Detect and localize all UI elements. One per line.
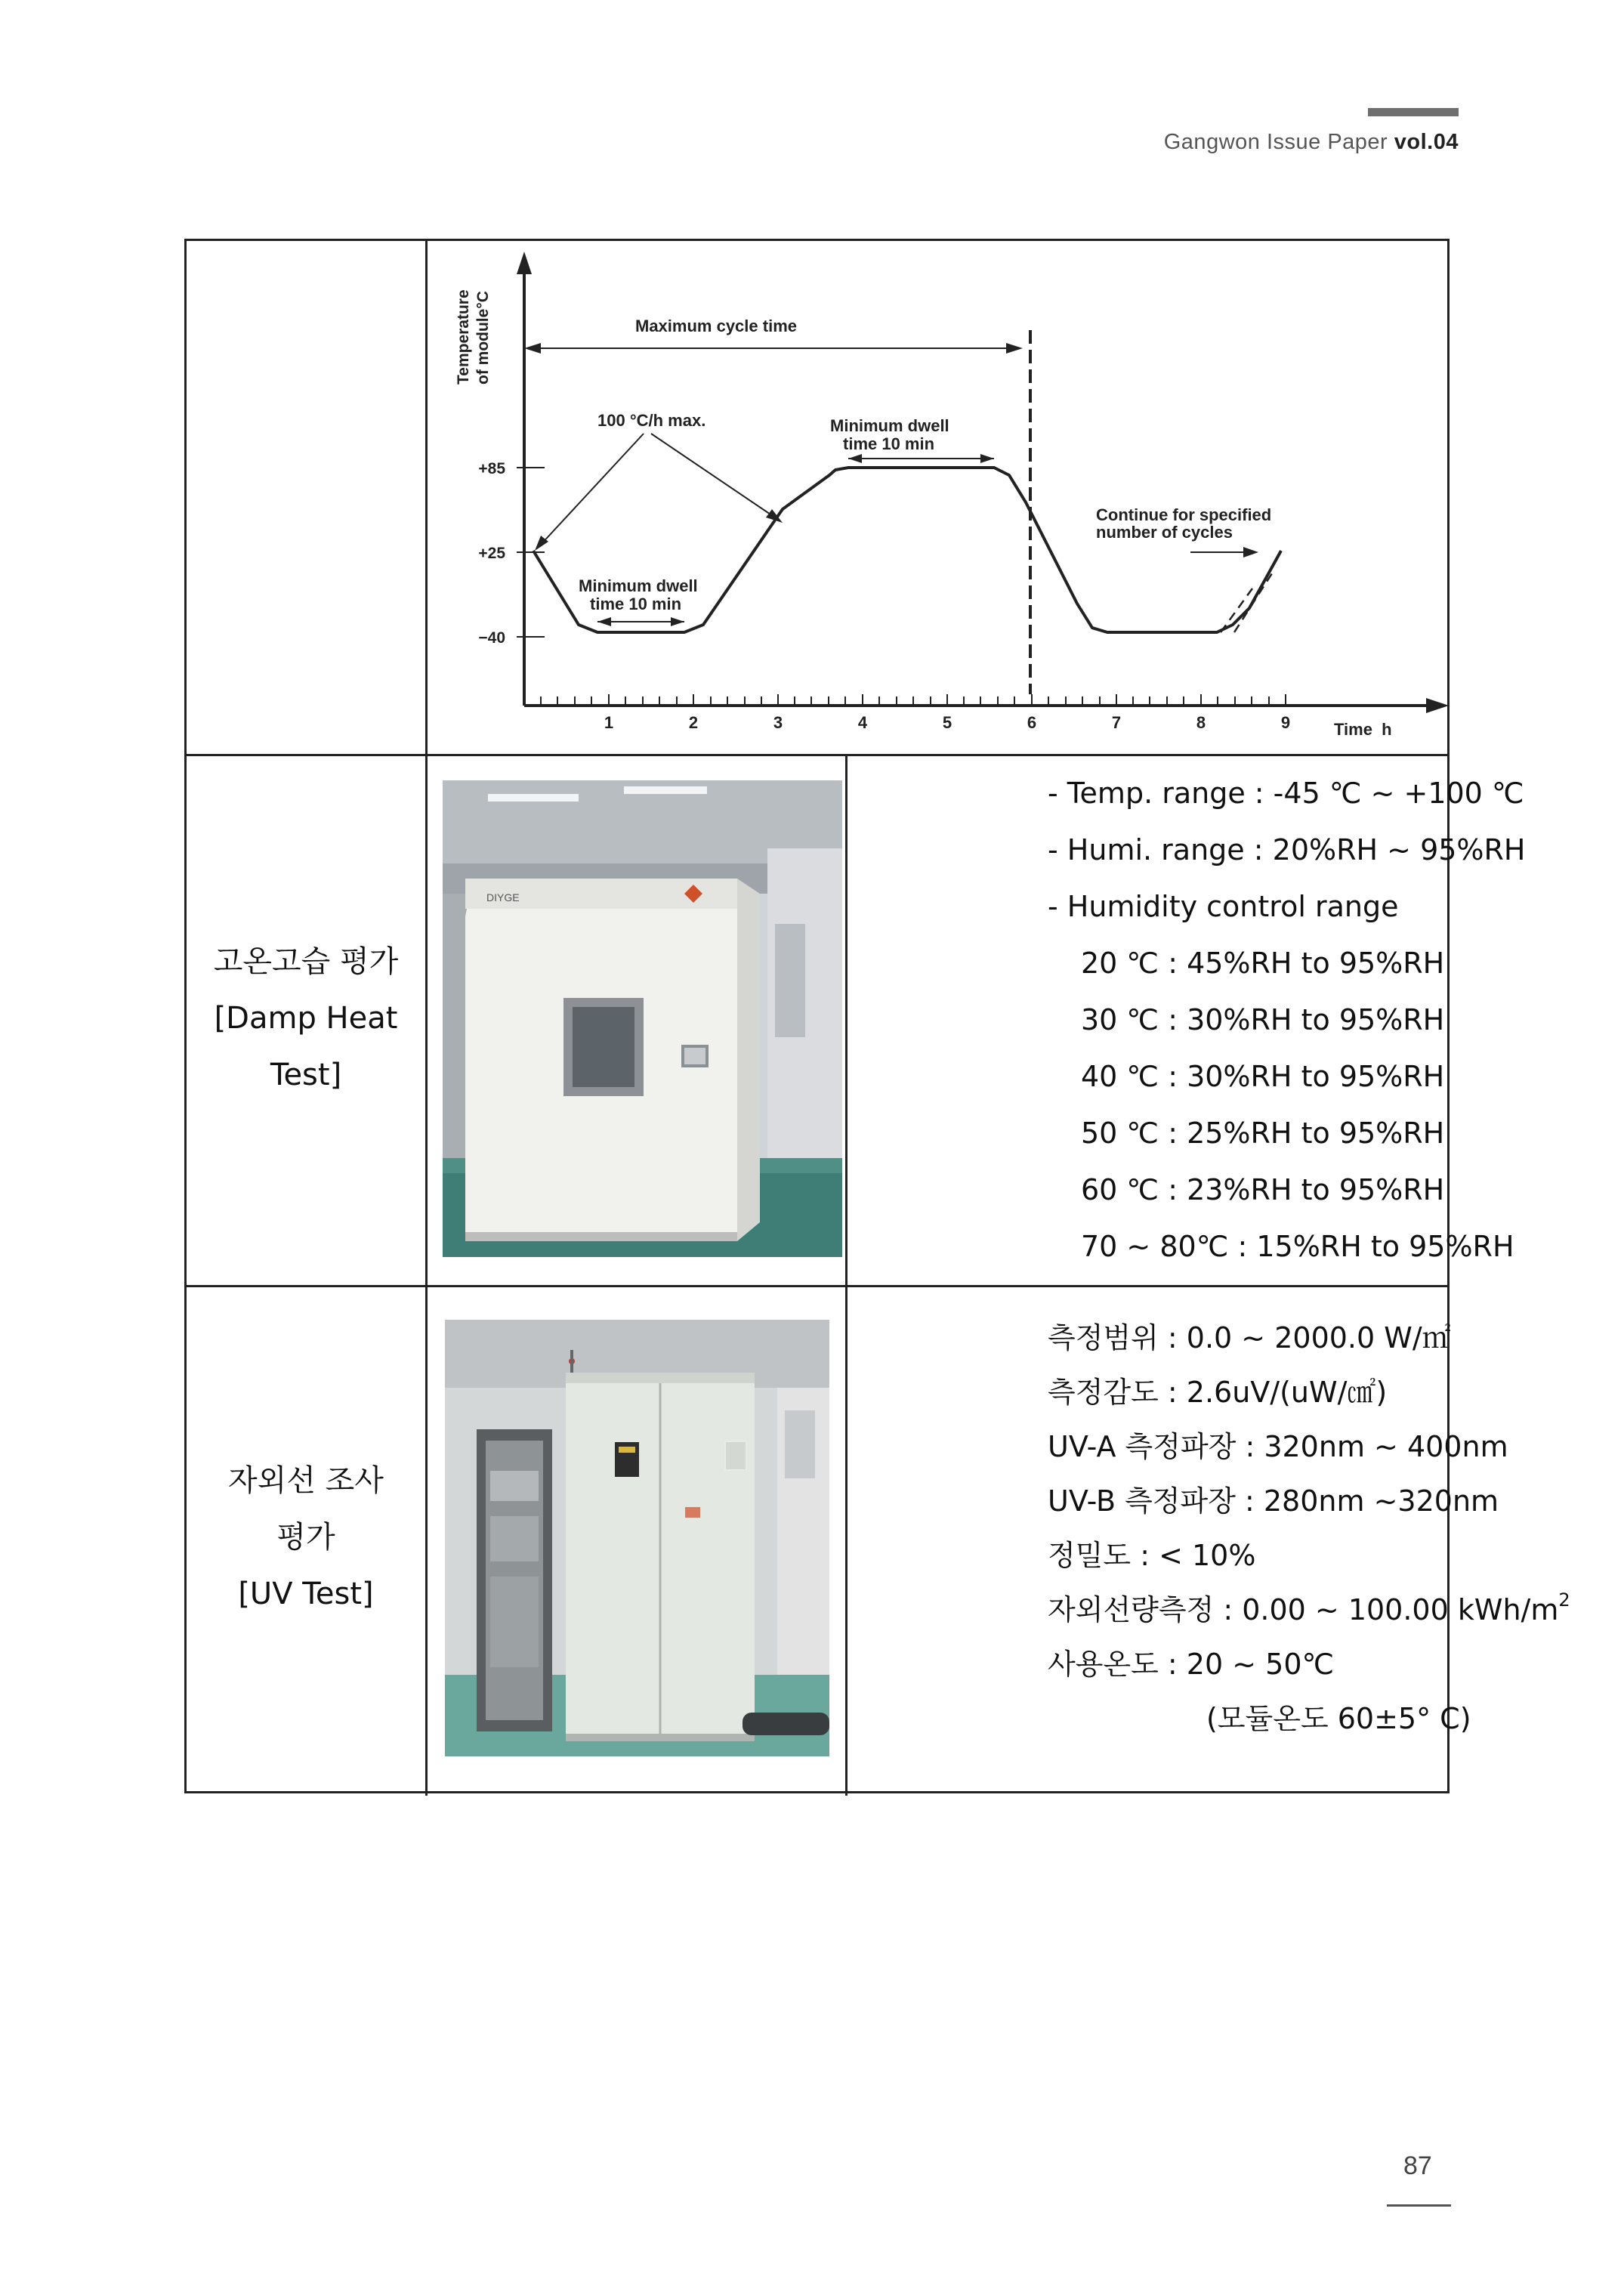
damp-heat-spec-60c: 60 ℃ : 23%RH to 95%RH: [1081, 1173, 1445, 1206]
damp-heat-spec-50c: 50 ℃ : 25%RH to 95%RH: [1081, 1117, 1445, 1150]
damp-heat-label-line3: Test]: [270, 1058, 342, 1092]
x-tick-9: 9: [1280, 713, 1291, 732]
bottom-dwell-label-1: Minimum dwell: [579, 576, 698, 595]
damp-heat-label-line1: 고온고습 평가: [213, 944, 399, 979]
y-axis-label-2: of module°C: [474, 291, 492, 385]
test-equipment-table: [184, 239, 1570, 1793]
running-header: [1164, 130, 1459, 155]
damp-heat-label: [187, 934, 425, 1104]
uv-chamber-photo: [445, 1320, 829, 1756]
row-divider-1: [187, 754, 1447, 756]
uv-test-label-line3: [UV Test]: [238, 1577, 374, 1611]
x-axis-label: Time h: [1334, 720, 1392, 739]
damp-heat-spec-temp: - Temp. range : -45 ℃ ~ +100 ℃: [1048, 777, 1524, 810]
uv-spec-range: 측정범위 : 0.0 ~ 2000.0 W/㎡: [1048, 1321, 1451, 1354]
damp-heat-spec-20c: 20 ℃ : 45%RH to 95%RH: [1081, 947, 1445, 980]
uv-spec-dose-text: 자외선량측정 : 0.00 ~ 100.00 kWh/m: [1048, 1593, 1559, 1626]
continue-label-2: number of cycles: [1096, 523, 1233, 542]
uv-test-label-line2: 평가: [276, 1520, 335, 1555]
uv-test-label: [187, 1453, 425, 1623]
chamber-brand: DIYGE: [486, 891, 520, 903]
x-tick-4: 4: [857, 713, 868, 732]
damp-heat-chamber-photo: [443, 780, 842, 1257]
damp-heat-specs: [1048, 765, 1526, 1275]
ramp-rate-label: 100 °C/h max.: [597, 411, 706, 430]
x-tick-7: 7: [1111, 713, 1122, 732]
uv-spec-uva: UV-A 측정파장 : 320nm ~ 400nm: [1048, 1430, 1508, 1463]
uv-spec-dose-superscript: 2: [1558, 1589, 1570, 1611]
uv-spec-dose: [1048, 1583, 1570, 1637]
uv-test-label-line1: 자외선 조사: [228, 1463, 384, 1498]
uv-spec-module-temp: (모듈온도 60±5° C): [1206, 1702, 1471, 1735]
row-divider-2: [187, 1285, 1447, 1287]
page-number: 87: [1403, 2151, 1432, 2180]
header-series: Gangwon Issue Paper: [1163, 130, 1388, 154]
continue-label-1: Continue for specified: [1096, 505, 1272, 524]
damp-heat-label-line2: [Damp Heat: [214, 1001, 398, 1036]
x-tick-3: 3: [773, 713, 783, 732]
damp-heat-spec-70-80c: 70 ~ 80℃ : 15%RH to 95%RH: [1081, 1230, 1514, 1263]
x-tick-5: 5: [942, 713, 952, 732]
x-tick-8: 8: [1196, 713, 1206, 732]
top-dwell-label-2: time 10 min: [843, 434, 935, 453]
y-axis-label-1: Temperature: [455, 289, 472, 385]
damp-heat-spec-40c: 40 ℃ : 30%RH to 95%RH: [1081, 1060, 1445, 1093]
header-volume: vol.04: [1394, 130, 1459, 154]
damp-heat-spec-humi: - Humi. range : 20%RH ~ 95%RH: [1048, 833, 1526, 866]
damp-heat-spec-30c: 30 ℃ : 30%RH to 95%RH: [1081, 1003, 1445, 1036]
uv-spec-operating-temp: 사용온도 : 20 ~ 50℃: [1048, 1648, 1335, 1681]
y-tick-25: +25: [478, 545, 505, 562]
x-tick-1: 1: [604, 713, 614, 732]
x-tick-2: 2: [688, 713, 699, 732]
col-divider-2: [845, 754, 848, 1796]
footer-rule: [1387, 2204, 1451, 2207]
uv-spec-sensitivity: 측정감도 : 2.6uV/(uW/㎠): [1048, 1376, 1388, 1409]
header-rule: [1368, 108, 1459, 116]
y-tick-minus40: −40: [478, 629, 505, 647]
top-dwell-label-1: Minimum dwell: [830, 416, 949, 435]
uv-test-specs: [1048, 1311, 1570, 1746]
thermal-cycle-diagram: [428, 241, 1450, 754]
bottom-dwell-label-2: time 10 min: [590, 595, 682, 613]
damp-heat-spec-control: - Humidity control range: [1048, 890, 1399, 923]
x-tick-6: 6: [1027, 713, 1037, 732]
uv-spec-uvb: UV-B 측정파장 : 280nm ~320nm: [1048, 1484, 1499, 1518]
y-tick-85: +85: [478, 460, 505, 477]
uv-spec-precision: 정밀도 : < 10%: [1048, 1539, 1256, 1572]
max-cycle-label: Maximum cycle time: [635, 317, 797, 335]
